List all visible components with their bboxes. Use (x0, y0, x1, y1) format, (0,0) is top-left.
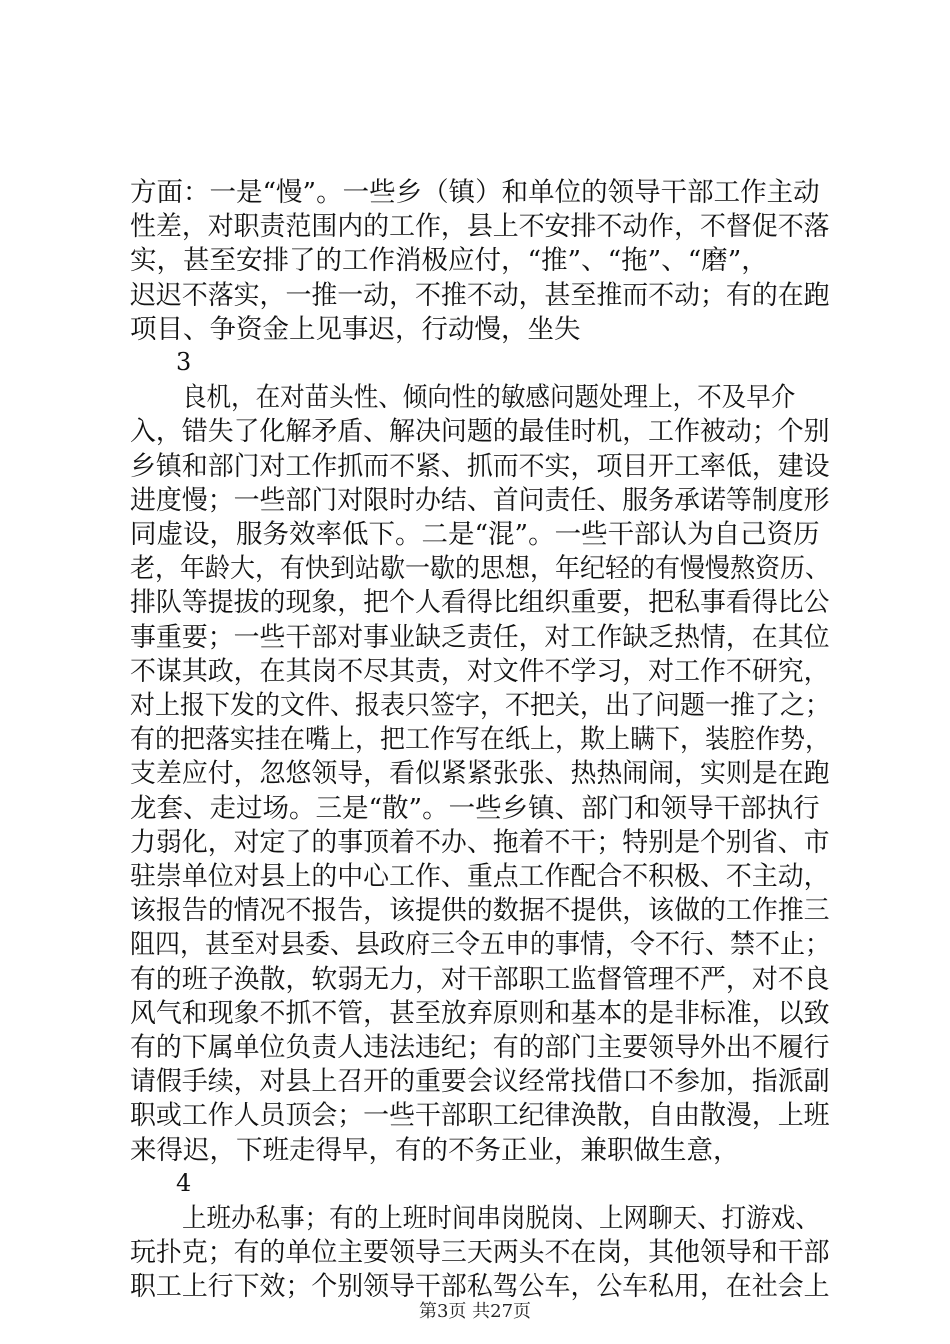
text-line: 有的班子涣散，软弱无力，对干部职工监督管理不严，对不良 (130, 963, 830, 995)
inline-page-number: 3 (176, 348, 192, 376)
text-line: 事重要；一些干部对事业缺乏责任，对工作缺乏热情，在其位 (130, 621, 830, 653)
text-line: 老，年龄大，有快到站歇一歇的思想，年纪轻的有慢慢熬资历、 (130, 553, 831, 585)
text-line: 良机，在对苗头性、倾向性的敏感问题处理上，不及早介 (182, 382, 796, 414)
text-line: 迟迟不落实，一推一动，不推不动，甚至推而不动；有的在跑 (130, 279, 830, 311)
text-line: 力弱化，对定了的事顶着不办、拖着不干；特别是个别省、市 (130, 826, 830, 858)
text-line: 龙套、走过场。三是“散”。一些乡镇、部门和领导干部执行 (130, 792, 820, 824)
text-line: 方面：一是“慢”。一些乡（镇）和单位的领导干部工作主动 (130, 177, 820, 208)
text-line: 实，甚至安排了的工作消极应付，“推”、“拖”、“磨”， (130, 245, 768, 277)
text-line: 请假手续，对县上召开的重要会议经常找借口不参加，指派副 (130, 1066, 830, 1098)
text-line: 项目、争资金上见事迟，行动慢，坐失 (130, 313, 581, 345)
inline-page-number: 4 (176, 1168, 192, 1197)
text-line: 对上报下发的文件、报表只签字，不把关，出了问题一推了之； (130, 690, 831, 721)
text-line: 乡镇和部门对工作抓而不紧、抓而不实，项目开工率低，建设 (130, 450, 830, 482)
page-footer: 第3页 共27页 (418, 1301, 532, 1322)
text-line: 该报告的情况不报告，该提供的数据不提供，该做的工作推三 (130, 895, 830, 927)
text-line: 不谋其政，在其岗不尽其责，对文件不学习，对工作不研究， (130, 655, 830, 687)
text-line: 阻四，甚至对县委、县政府三令五申的事情，令不行、禁不止； (130, 929, 831, 961)
text-line: 有的把落实挂在嘴上，把工作写在纸上，欺上瞒下，装腔作势， (130, 724, 831, 756)
text-line: 支差应付，忽悠领导，看似紧紧张张、热热闹闹，实则是在跑 (130, 758, 830, 790)
text-line: 上班办私事；有的上班时间串岗脱岗、上网聊天、打游戏、 (182, 1203, 820, 1234)
text-line: 职或工作人员顶会；一些干部职工纪律涣散，自由散漫，上班 (130, 1100, 830, 1132)
text-line: 有的下属单位负责人违法违纪；有的部门主要领导外出不履行 (130, 1032, 830, 1063)
text-line: 性差，对职责范围内的工作，县上不安排不动作，不督促不落 (130, 211, 830, 243)
text-line: 玩扑克；有的单位主要领导三天两头不在岗，其他领导和干部 (130, 1237, 830, 1269)
text-line: 入，错失了化解矛盾、解决问题的最佳时机，工作被动；个别 (130, 416, 830, 448)
text-line: 职工上行下效；个别领导干部私驾公车，公车私用，在社会上 (130, 1271, 830, 1303)
text-line: 来得迟，下班走得早，有的不务正业，兼职做生意， (130, 1134, 740, 1166)
text-line: 同虚设，服务效率低下。二是“混”。一些干部认为自己资历 (130, 519, 820, 550)
text-line: 驻崇单位对县上的中心工作、重点工作配合不积极、不主动， (130, 861, 830, 892)
text-line: 排队等提拔的现象，把个人看得比组织重要，把私事看得比公 (130, 587, 830, 619)
text-line: 风气和现象不抓不管，甚至放弃原则和基本的是非标准，以致 (130, 997, 830, 1029)
text-line: 进度慢；一些部门对限时办结、首问责任、服务承诺等制度形 (130, 484, 830, 516)
